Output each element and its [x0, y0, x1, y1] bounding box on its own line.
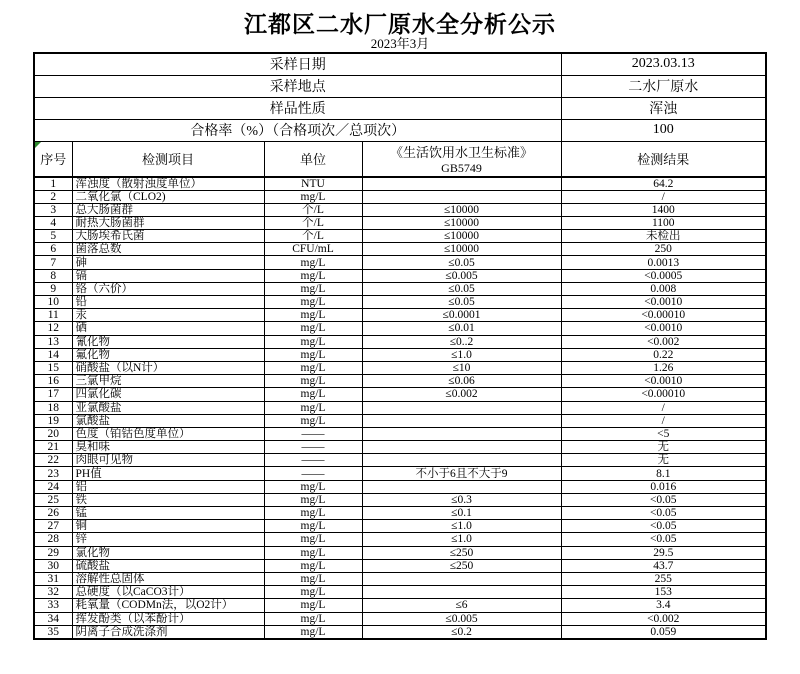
cell-result: 255: [561, 572, 766, 585]
page-subtitle: 2023年3月: [370, 36, 430, 51]
cell-unit: mg/L: [264, 375, 362, 388]
header-unit: 单位: [264, 141, 362, 177]
cell-seq: 19: [34, 414, 72, 427]
table-row: [34, 401, 766, 414]
cell-seq: 20: [34, 427, 72, 440]
cell-item: 耗氧量（CODMn法，以O2计）: [72, 599, 264, 612]
cell-seq: 32: [34, 586, 72, 599]
table-row: [34, 243, 766, 256]
table-row: [34, 230, 766, 243]
cell-item: 氯化物: [72, 546, 264, 559]
cell-standard: ≤0.3: [362, 493, 561, 506]
table-row: [34, 441, 766, 454]
cell-item: 氯酸盐: [72, 414, 264, 427]
cell-unit: mg/L: [264, 322, 362, 335]
cell-seq: 24: [34, 480, 72, 493]
table-row: [34, 625, 766, 639]
cell-unit: mg/L: [264, 361, 362, 374]
cell-unit: mg/L: [264, 388, 362, 401]
cell-result: 153: [561, 586, 766, 599]
cell-result: <0.05: [561, 520, 766, 533]
cell-item: 二氧化氯（CLO2): [72, 190, 264, 203]
cell-result: 250: [561, 243, 766, 256]
cell-item: 臭和味: [72, 441, 264, 454]
cell-unit: ——: [264, 467, 362, 480]
cell-item: 锌: [72, 533, 264, 546]
table-row: [34, 559, 766, 572]
cell-seq: 4: [34, 216, 72, 229]
cell-standard: ≤1.0: [362, 533, 561, 546]
cell-item: 阴离子合成洗涤剂: [72, 625, 264, 639]
cell-standard: [362, 480, 561, 493]
cell-result: /: [561, 414, 766, 427]
cell-unit: mg/L: [264, 546, 362, 559]
cell-item: PH值: [72, 467, 264, 480]
cell-standard: ≤0.05: [362, 256, 561, 269]
cell-seq: 10: [34, 296, 72, 309]
cell-seq: 16: [34, 375, 72, 388]
cell-seq: 31: [34, 572, 72, 585]
info-label: 采样地点: [34, 75, 561, 97]
cell-standard: ≤0.06: [362, 375, 561, 388]
cell-standard: [362, 454, 561, 467]
cell-standard: ≤0.002: [362, 388, 561, 401]
cell-result: <0.05: [561, 493, 766, 506]
table-row: [34, 388, 766, 401]
header-standard: [362, 141, 561, 177]
info-row: [34, 75, 766, 97]
table-row: [34, 572, 766, 585]
info-value: 二水厂原水: [561, 75, 766, 97]
info-label: 采样日期: [34, 53, 561, 75]
cell-result: <0.0010: [561, 375, 766, 388]
cell-item: 铅: [72, 296, 264, 309]
cell-result: <0.002: [561, 612, 766, 625]
cell-unit: mg/L: [264, 625, 362, 639]
table-row: [34, 282, 766, 295]
cell-standard: ≤0.005: [362, 269, 561, 282]
cell-standard: [362, 401, 561, 414]
cell-result: 43.7: [561, 559, 766, 572]
table-row: [34, 348, 766, 361]
cell-standard: [362, 427, 561, 440]
cell-seq: 6: [34, 243, 72, 256]
table-row: [34, 296, 766, 309]
cell-standard: ≤0.005: [362, 612, 561, 625]
cell-unit: mg/L: [264, 520, 362, 533]
cell-result: <0.05: [561, 507, 766, 520]
table-row: [34, 414, 766, 427]
cell-standard: ≤0..2: [362, 335, 561, 348]
cell-seq: 5: [34, 230, 72, 243]
cell-item: 溶解性总固体: [72, 572, 264, 585]
cell-seq: 18: [34, 401, 72, 414]
cell-unit: mg/L: [264, 269, 362, 282]
cell-item: 镉: [72, 269, 264, 282]
table-row: [34, 467, 766, 480]
info-value: 浑浊: [561, 97, 766, 119]
cell-item: 硒: [72, 322, 264, 335]
info-label: 样品性质: [34, 97, 561, 119]
cell-standard: ≤10000: [362, 243, 561, 256]
cell-result: <0.00010: [561, 388, 766, 401]
cell-result: 8.1: [561, 467, 766, 480]
cell-result: 0.0013: [561, 256, 766, 269]
cell-unit: ——: [264, 441, 362, 454]
cell-seq: 3: [34, 203, 72, 216]
table-row: [34, 520, 766, 533]
table-row: [34, 546, 766, 559]
cell-standard: [362, 441, 561, 454]
cell-unit: mg/L: [264, 493, 362, 506]
header-standard-line1: 《生活饮用水卫生标准》: [389, 144, 533, 160]
table-row: [34, 427, 766, 440]
cell-standard: [362, 572, 561, 585]
cell-standard: ≤10: [362, 361, 561, 374]
cell-seq: 29: [34, 546, 72, 559]
cell-seq: 28: [34, 533, 72, 546]
cell-item: 耐热大肠菌群: [72, 216, 264, 229]
cell-seq: 34: [34, 612, 72, 625]
cell-item: 锰: [72, 507, 264, 520]
cell-item: 三氯甲烷: [72, 375, 264, 388]
table-row: [34, 599, 766, 612]
table-row: [34, 177, 766, 191]
cell-standard: [362, 190, 561, 203]
cell-item: 氟化物: [72, 348, 264, 361]
table-row: [34, 269, 766, 282]
cell-unit: mg/L: [264, 612, 362, 625]
cell-item: 总大肠菌群: [72, 203, 264, 216]
cell-seq: 8: [34, 269, 72, 282]
cell-unit: mg/L: [264, 572, 362, 585]
header-standard-line2: GB5749: [441, 160, 482, 175]
cell-unit: mg/L: [264, 507, 362, 520]
cell-unit: mg/L: [264, 401, 362, 414]
table-row: [34, 507, 766, 520]
cell-unit: mg/L: [264, 296, 362, 309]
table-row: [34, 322, 766, 335]
cell-item: 硝酸盐（以N计）: [72, 361, 264, 374]
cell-standard: [362, 414, 561, 427]
table-row: [34, 361, 766, 374]
cell-result: 0.016: [561, 480, 766, 493]
cell-result: 64.2: [561, 177, 766, 191]
cell-standard: ≤1.0: [362, 520, 561, 533]
cell-item: 色度（铂钴色度单位）: [72, 427, 264, 440]
info-label: 合格率（%）（合格项次／总项次）: [34, 119, 561, 141]
cell-standard: ≤10000: [362, 230, 561, 243]
cell-item: 菌落总数: [72, 243, 264, 256]
cell-corner-marker-icon: [35, 142, 41, 148]
cell-standard: ≤0.05: [362, 282, 561, 295]
cell-seq: 26: [34, 507, 72, 520]
cell-unit: mg/L: [264, 335, 362, 348]
cell-result: /: [561, 190, 766, 203]
table-header-row: [34, 141, 766, 177]
table-row: [34, 309, 766, 322]
cell-unit: 个/L: [264, 230, 362, 243]
cell-item: 铁: [72, 493, 264, 506]
cell-unit: 个/L: [264, 203, 362, 216]
table-row: [34, 480, 766, 493]
cell-seq: 35: [34, 625, 72, 639]
cell-seq: 23: [34, 467, 72, 480]
cell-standard: ≤0.1: [362, 507, 561, 520]
cell-seq: 27: [34, 520, 72, 533]
cell-result: <5: [561, 427, 766, 440]
cell-result: 1.26: [561, 361, 766, 374]
table-row: [34, 493, 766, 506]
cell-result: 0.008: [561, 282, 766, 295]
cell-item: 浑浊度（散射浊度单位）: [72, 177, 264, 191]
cell-standard: [362, 177, 561, 191]
cell-standard: [362, 586, 561, 599]
cell-seq: 17: [34, 388, 72, 401]
cell-result: <0.00010: [561, 309, 766, 322]
info-row: [34, 119, 766, 141]
cell-standard: ≤250: [362, 546, 561, 559]
cell-seq: 12: [34, 322, 72, 335]
cell-seq: 7: [34, 256, 72, 269]
table-row: [34, 256, 766, 269]
cell-unit: ——: [264, 454, 362, 467]
cell-standard: ≤0.01: [362, 322, 561, 335]
cell-item: 氰化物: [72, 335, 264, 348]
cell-unit: mg/L: [264, 256, 362, 269]
cell-unit: mg/L: [264, 559, 362, 572]
cell-item: 大肠埃希氏菌: [72, 230, 264, 243]
cell-seq: 13: [34, 335, 72, 348]
header-seq: 序号: [34, 141, 72, 177]
table-row: [34, 533, 766, 546]
cell-seq: 25: [34, 493, 72, 506]
cell-result: 1100: [561, 216, 766, 229]
cell-item: 四氯化碳: [72, 388, 264, 401]
cell-seq: 11: [34, 309, 72, 322]
analysis-table: [33, 52, 767, 640]
table-row: [34, 190, 766, 203]
cell-result: 3.4: [561, 599, 766, 612]
cell-seq: 21: [34, 441, 72, 454]
table-row: [34, 335, 766, 348]
cell-result: 29.5: [561, 546, 766, 559]
cell-standard: ≤0.05: [362, 296, 561, 309]
cell-result: <0.05: [561, 533, 766, 546]
cell-result: 0.059: [561, 625, 766, 639]
cell-unit: mg/L: [264, 348, 362, 361]
cell-unit: mg/L: [264, 480, 362, 493]
cell-unit: mg/L: [264, 414, 362, 427]
table-row: [34, 203, 766, 216]
cell-unit: mg/L: [264, 282, 362, 295]
cell-item: 汞: [72, 309, 264, 322]
cell-result: 未检出: [561, 230, 766, 243]
cell-seq: 2: [34, 190, 72, 203]
cell-result: <0.0010: [561, 322, 766, 335]
cell-standard: ≤250: [362, 559, 561, 572]
cell-unit: NTU: [264, 177, 362, 191]
cell-item: 肉眼可见物: [72, 454, 264, 467]
cell-item: 硫酸盐: [72, 559, 264, 572]
cell-seq: 9: [34, 282, 72, 295]
info-row: [34, 53, 766, 75]
cell-item: 总硬度（以CaCO3计）: [72, 586, 264, 599]
cell-result: <0.0010: [561, 296, 766, 309]
cell-unit: ——: [264, 427, 362, 440]
cell-standard: ≤0.0001: [362, 309, 561, 322]
info-value: 2023.03.13: [561, 53, 766, 75]
cell-standard: ≤0.2: [362, 625, 561, 639]
page-title: 江都区二水厂原水全分析公示: [244, 11, 556, 37]
cell-result: 无: [561, 454, 766, 467]
cell-seq: 33: [34, 599, 72, 612]
cell-unit: mg/L: [264, 190, 362, 203]
cell-seq: 14: [34, 348, 72, 361]
cell-standard: ≤1.0: [362, 348, 561, 361]
cell-unit: 个/L: [264, 216, 362, 229]
cell-unit: mg/L: [264, 586, 362, 599]
cell-item: 铬（六价）: [72, 282, 264, 295]
table-row: [34, 216, 766, 229]
cell-unit: mg/L: [264, 309, 362, 322]
header-item: 检测项目: [72, 141, 264, 177]
cell-result: 0.22: [561, 348, 766, 361]
cell-item: 挥发酚类（以苯酚计）: [72, 612, 264, 625]
info-row: [34, 97, 766, 119]
table-row: [34, 454, 766, 467]
cell-seq: 30: [34, 559, 72, 572]
cell-result: 1400: [561, 203, 766, 216]
cell-item: 铝: [72, 480, 264, 493]
table-row: [34, 612, 766, 625]
table-row: [34, 375, 766, 388]
cell-seq: 22: [34, 454, 72, 467]
cell-item: 亚氯酸盐: [72, 401, 264, 414]
cell-result: 无: [561, 441, 766, 454]
header-result: 检测结果: [561, 141, 766, 177]
cell-unit: CFU/mL: [264, 243, 362, 256]
cell-unit: mg/L: [264, 599, 362, 612]
cell-item: 铜: [72, 520, 264, 533]
cell-seq: 15: [34, 361, 72, 374]
cell-result: <0.0005: [561, 269, 766, 282]
cell-result: <0.002: [561, 335, 766, 348]
info-value: 100: [561, 119, 766, 141]
cell-result: /: [561, 401, 766, 414]
cell-unit: mg/L: [264, 533, 362, 546]
cell-item: 砷: [72, 256, 264, 269]
analysis-table-body: [34, 53, 766, 639]
cell-standard: ≤10000: [362, 216, 561, 229]
cell-standard: ≤6: [362, 599, 561, 612]
cell-standard: 不小于6且不大于9: [362, 467, 561, 480]
cell-seq: 1: [34, 177, 72, 191]
table-row: [34, 586, 766, 599]
cell-standard: ≤10000: [362, 203, 561, 216]
